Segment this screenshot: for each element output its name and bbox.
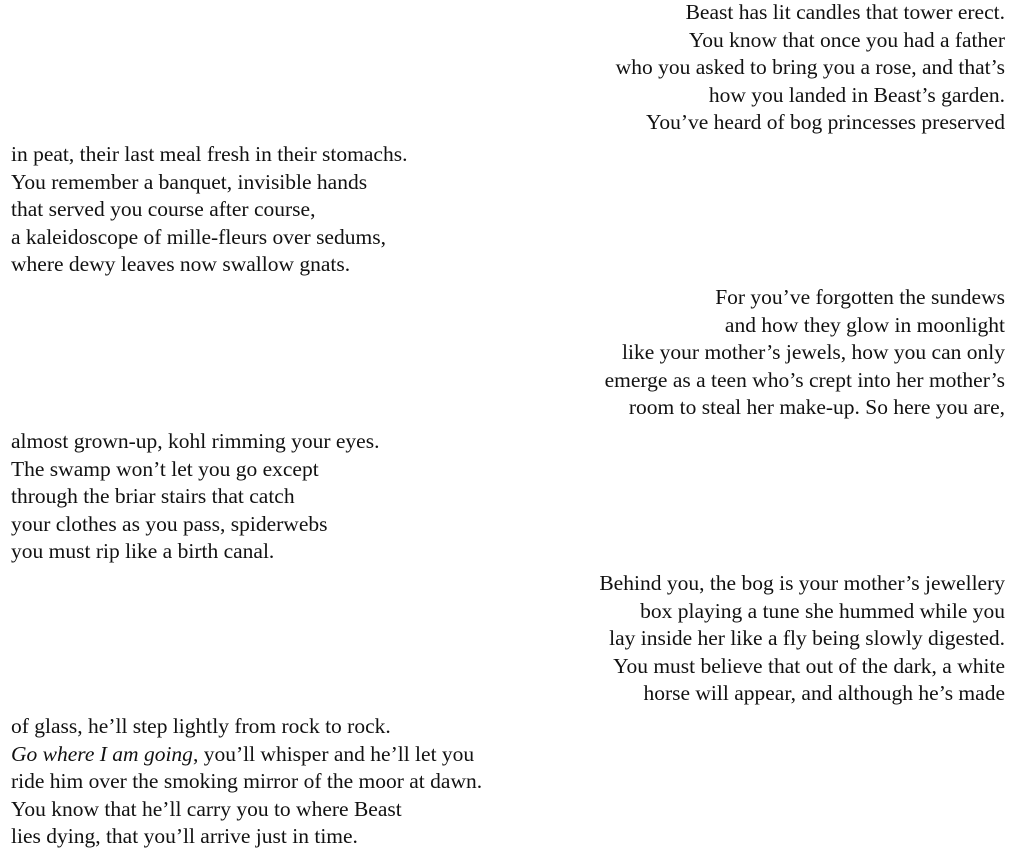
poem-line: lay inside her like a fly being slowly digested. <box>609 626 1005 651</box>
poem-line: The swamp won’t let you go except <box>11 456 319 481</box>
poem-line: lies dying, that you’ll arrive just in time. <box>11 824 358 849</box>
stanza-1 <box>616 0 1005 137</box>
poem-line: box playing a tune she hummed while you <box>640 598 1005 623</box>
poem-line: Behind you, the bog is your mother’s jewellery <box>599 571 1005 595</box>
poem-line: where dewy leaves now swallow gnats. <box>11 252 351 277</box>
poem-line: how you landed in Beast’s garden. <box>708 82 1005 107</box>
poem-line: your clothes as you pass, spiderwebs <box>11 511 328 536</box>
poem-line: You remember a banquet, invisible hands <box>11 169 368 194</box>
poem-line: through the briar stairs that catch <box>11 484 295 509</box>
stanza-3 <box>605 284 1005 422</box>
poem-line: who you asked to bring you a rose, and that’s <box>615 55 1005 80</box>
poem-line: you must rip like a birth canal. <box>11 539 275 564</box>
poem-line: Beast has lit candles that tower erect. <box>685 0 1005 24</box>
poem-line: You’ve heard of bog princesses preserved <box>645 110 1005 135</box>
poem-line: room to steal her make-up. So here you are, <box>628 395 1005 420</box>
poem-line-with-italic <box>11 741 482 769</box>
poem-line: a kaleidoscope of mille-fleurs over sedums, <box>11 224 386 249</box>
poem-line: in peat, their last meal fresh in their stomachs. <box>11 142 408 166</box>
poem-line: For you’ve forgotten the sundews <box>715 285 1005 309</box>
poem-line: You know that he’ll carry you to where Beast <box>11 796 402 821</box>
poem-line-rest: , you’ll whisper and he’ll let you <box>192 741 475 766</box>
poem-line: of glass, he’ll step lightly from rock to rock. <box>11 714 391 738</box>
poem-line: ride him over the smoking mirror of the moor at dawn. <box>11 769 483 794</box>
poem-line: You must believe that out of the dark, a white <box>613 653 1005 678</box>
poem-line: and how they glow in moonlight <box>724 312 1005 337</box>
stanza-4 <box>11 428 379 566</box>
stanza-6 <box>11 713 482 851</box>
poem-line: that served you course after course, <box>11 197 316 222</box>
stanza-5 <box>599 570 1005 708</box>
poem-line: almost grown-up, kohl rimming your eyes. <box>11 429 380 453</box>
poem-line: emerge as a teen who’s crept into her mother’s <box>604 367 1005 392</box>
poem-line: horse will appear, and although he’s made <box>643 681 1005 706</box>
poem-line: You know that once you had a father <box>688 27 1005 52</box>
stanza-2 <box>11 141 407 279</box>
italic-quote: Go where I am going <box>11 741 193 766</box>
poem-line: like your mother’s jewels, how you can only <box>622 340 1005 365</box>
